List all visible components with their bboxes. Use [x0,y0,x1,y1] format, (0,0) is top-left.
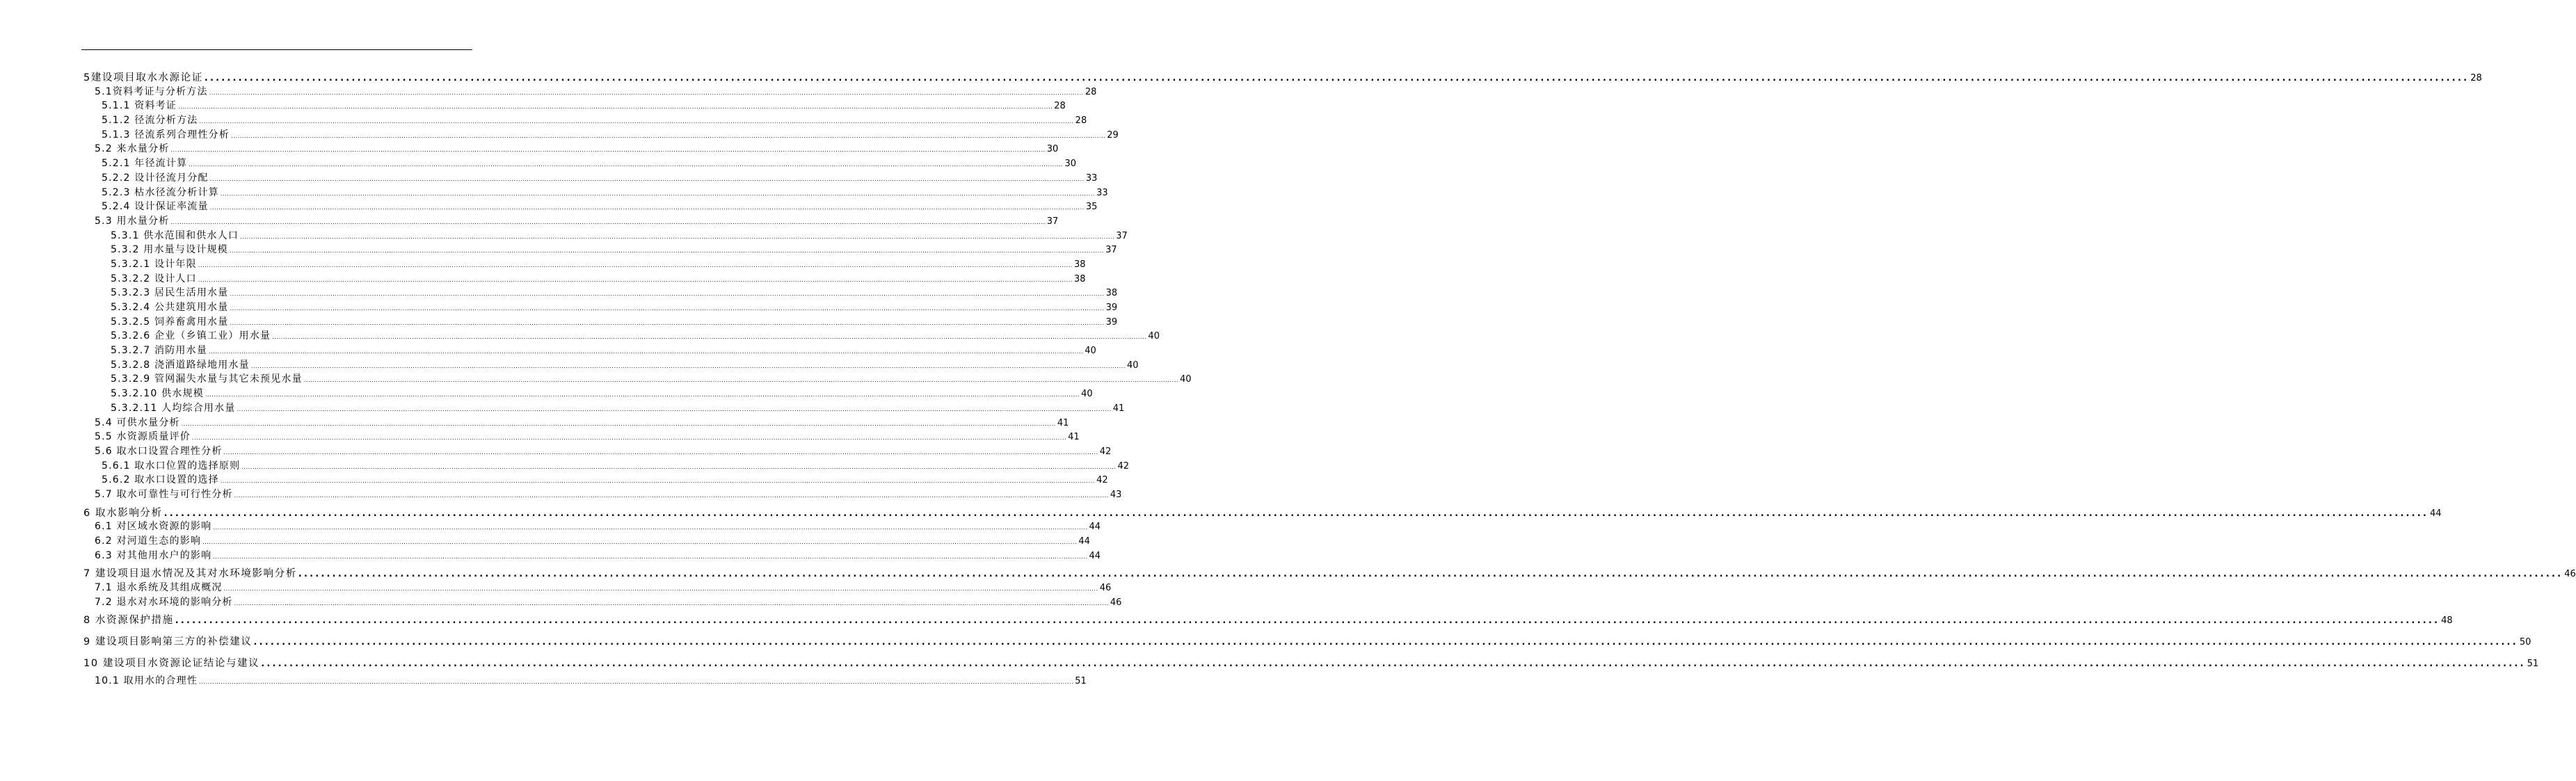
toc-entry[interactable] [81,612,2453,627]
toc-entry-title: 5.3.2.7 消防用水量 [111,345,208,357]
toc-dot-leader: ................................................................................................................................................................................................................................................................................................................................................................................................................ [231,132,1106,139]
toc-entry[interactable] [81,533,1090,548]
toc-dot-leader: ................................................................................................................................................................................................................................................................................................................................................................................................................ [234,492,1109,499]
toc-dot-leader: ................................................................................................................................................................................................................................................................................................................................................................................................................ [230,319,1105,326]
toc-entry-title: 6.3 对其他用水户的影响 [95,549,212,561]
toc-dot-leader: ................................................................................................................................................................................................................................................................................................................................................................................................................ [230,291,1105,298]
toc-entry[interactable] [81,328,1160,343]
toc-dot-leader: ................................................................................................................................................................................................................................................................................................................................................................................................................ [209,89,1084,96]
toc-entry-page: 39 [1105,316,1118,328]
toc-entry-title: 5.2.2 设计径流月分配 [102,172,209,184]
toc-entry[interactable] [81,565,2576,580]
toc-entry-page: 30 [1064,159,1077,170]
toc-dot-leader: ................................................................................................................................................................................................................................................................................................................................................................................................................ [213,553,1088,560]
toc-entry-title: 5.4 可供水量分析 [95,417,180,428]
toc-entry-title: 5.2.4 设计保证率流量 [102,201,209,213]
toc-entry-page: 51 [2527,658,2539,669]
toc-entry-title: 9 建设项目影响第三方的补偿建议 [83,636,253,648]
toc-entry[interactable] [81,242,1117,257]
toc-entry-title: 8 水资源保护措施 [83,615,174,627]
toc-entry-page: 48 [2441,615,2453,627]
toc-entry-title: 5.3.2.10 供水规模 [111,388,204,400]
toc-entry-title: 5.3.2.9 管网漏失水量与其它未预见水量 [111,373,303,385]
toc-dot-leader: ................................................................................................................................................................................................................................................................................................................................................................................................................ [234,599,1109,606]
toc-entry[interactable] [81,429,1080,444]
toc-entry-title: 7 建设项目退水情况及其对水环境影响分析 [83,568,297,580]
toc-entry-page: 41 [1057,417,1069,428]
toc-entry-page: 46 [2564,569,2576,580]
toc-entry-title: 5.2 来水量分析 [95,143,170,155]
toc-entry[interactable] [81,472,1108,487]
toc-dot-leader: ................................................................................................................................................................................................................................................................................................................................................................................................................ [250,362,1126,369]
toc-entry-page: 44 [1089,550,1101,561]
toc-dot-leader: ................................................................................................................................................................................................................................................................................................................................................................................................................ [202,539,1078,545]
toc-entry-page: 40 [1148,331,1160,342]
toc-entry-page: 44 [1078,536,1090,547]
toc-entry-title: 5.3.2 用水量与设计规模 [111,244,228,256]
toc-entry[interactable] [81,458,1130,473]
header-rule [81,49,472,50]
toc-entry-title: 5.3.2.2 设计人口 [111,273,197,284]
toc-entry-page: 37 [1105,245,1117,256]
toc-dot-leader: ................................................................................................................................................................................................................................................................................................................................................................................................................ [181,420,1056,427]
toc-entry-title: 5.6.2 取水口设置的选择 [102,474,219,486]
toc-dot-leader: ................................................................................................................................................................................................................................................................................................................................................................................................................ [198,261,1073,268]
toc-entry-page: 40 [1085,346,1096,357]
toc-entry-page: 40 [1081,389,1093,400]
toc-entry-page: 39 [1105,303,1118,313]
toc-dot-leader: ................................................................................................................................................................................................................................................................................................................................................................................................................ [209,348,1084,355]
toc-entry-title: 10 建设项目水资源论证结论与建议 [83,657,260,669]
toc-entry-page: 38 [1074,273,1086,284]
toc-entry-title: 10.1 取用水的合理性 [95,675,198,686]
toc-entry[interactable] [81,84,1097,99]
toc-dot-leader: ................................................................................................................................................................................................................................................................................................................................................................................................................ [298,569,2563,580]
toc-entry-page: 33 [1096,187,1108,198]
toc-entry-page: 38 [1074,259,1086,270]
toc-entry[interactable] [81,257,1086,271]
toc-entry[interactable] [81,401,1125,415]
toc-dot-leader: ................................................................................................................................................................................................................................................................................................................................................................................................................ [205,392,1080,398]
toc-entry[interactable] [81,343,1096,357]
toc-dot-leader: ................................................................................................................................................................................................................................................................................................................................................................................................................ [253,637,2518,648]
toc-entry[interactable] [81,199,1098,214]
toc-entry[interactable] [81,300,1118,314]
toc-entry-page: 38 [1105,288,1118,299]
toc-entry[interactable] [81,228,1128,243]
toc-entry-page: 42 [1099,446,1112,457]
toc-entry-page: 28 [1054,101,1066,112]
toc-dot-leader: ................................................................................................................................................................................................................................................................................................................................................................................................................ [170,147,1046,154]
toc-entry-title: 5.6.1 取水口位置的选择原则 [102,460,241,472]
toc-entry-title: 5.3.2.1 设计年限 [111,258,197,270]
toc-entry-title: 7.2 退水对水环境的影响分析 [95,596,233,608]
toc-entry-page: 30 [1046,144,1059,155]
toc-entry[interactable] [81,487,1122,501]
toc-dot-leader: ................................................................................................................................................................................................................................................................................................................................................................................................................ [209,204,1085,211]
toc-dot-leader: ................................................................................................................................................................................................................................................................................................................................................................................................................ [223,586,1098,593]
toc-entry-title: 5.7 取水可靠性与可行性分析 [95,488,233,500]
toc-entry-title: 5.3.2.3 居民生活用水量 [111,287,229,299]
toc-entry[interactable] [81,214,1059,228]
toc-dot-leader: ................................................................................................................................................................................................................................................................................................................................................................................................................ [163,508,2429,519]
toc-dot-leader: ................................................................................................................................................................................................................................................................................................................................................................................................................ [230,305,1105,312]
toc-entry-page: 44 [2430,508,2442,519]
toc-entry-page: 51 [1075,675,1087,686]
toc-entry-page: 40 [1180,374,1192,385]
toc-entry-page: 29 [1107,129,1119,140]
toc-entry-title: 5.3.2.5 饲养畜禽用水量 [111,316,229,328]
toc-entry-title: 5建设项目取水水源论证 [83,72,203,83]
toc-entry[interactable] [81,415,1069,430]
toc-entry-title: 5.3.2.8 浇洒道路绿地用水量 [111,359,250,371]
toc-entry[interactable] [81,185,1108,200]
toc-entry[interactable] [81,314,1118,329]
toc-entry-title: 5.1.1 资料考证 [102,100,177,112]
toc-entry-title: 5.2.3 枯水径流分析计算 [102,186,219,198]
toc-entry-title: 5.3.2.11 人均综合用水量 [111,402,236,414]
toc-entry[interactable] [81,141,1059,156]
toc-dot-leader: ................................................................................................................................................................................................................................................................................................................................................................................................................ [213,524,1088,531]
toc-entry-title: 5.1.2 径流分析方法 [102,115,198,127]
toc-entry[interactable] [81,673,1087,688]
toc-entry[interactable] [81,505,2442,520]
toc-entry[interactable] [81,595,1122,609]
toc-dot-leader: ................................................................................................................................................................................................................................................................................................................................................................................................................ [175,615,2440,627]
toc-entry-page: 28 [1075,115,1087,127]
toc-dot-leader: ................................................................................................................................................................................................................................................................................................................................................................................................................ [170,218,1046,225]
toc-entry-page: 42 [1117,460,1130,472]
toc-dot-leader: ................................................................................................................................................................................................................................................................................................................................................................................................................ [240,233,1115,240]
toc-entry-title: 5.1资料考证与分析方法 [95,86,208,97]
toc-entry-title: 6 取水影响分析 [83,507,163,519]
toc-dot-leader: ................................................................................................................................................................................................................................................................................................................................................................................................................ [189,161,1064,168]
toc-entry-page: 46 [1110,597,1122,608]
toc-entry-page: 35 [1085,202,1098,213]
toc-dot-leader: ................................................................................................................................................................................................................................................................................................................................................................................................................ [198,276,1073,283]
toc-entry-title: 5.3 用水量分析 [95,215,170,227]
toc-entry-page: 33 [1085,172,1098,184]
toc-dot-leader: ................................................................................................................................................................................................................................................................................................................................................................................................................ [199,118,1074,125]
toc-entry-title: 5.3.2.4 公共建筑用水量 [111,302,229,313]
toc-dot-leader: ................................................................................................................................................................................................................................................................................................................................................................................................................ [229,248,1105,255]
toc-dot-leader: ................................................................................................................................................................................................................................................................................................................................................................................................................ [237,405,1112,412]
toc-dot-leader: ................................................................................................................................................................................................................................................................................................................................................................................................................ [223,449,1098,456]
toc-entry-title: 6.2 对河道生态的影响 [95,536,202,547]
toc-entry-title: 5.2.1 年径流计算 [102,158,188,170]
toc-entry[interactable] [81,519,1101,533]
toc-entry[interactable] [81,113,1087,127]
toc-entry[interactable] [81,170,1098,185]
toc-dot-leader: ................................................................................................................................................................................................................................................................................................................................................................................................................ [272,334,1147,341]
toc-entry[interactable] [81,386,1093,401]
toc-dot-leader: ................................................................................................................................................................................................................................................................................................................................................................................................................ [209,175,1085,182]
toc-entry-page: 42 [1096,475,1108,486]
toc-entry[interactable] [81,634,2531,648]
toc-entry-page: 37 [1116,230,1128,241]
toc-dot-leader: ................................................................................................................................................................................................................................................................................................................................................................................................................ [220,478,1096,485]
toc-entry-page: 50 [2519,637,2531,648]
toc-entry[interactable] [81,444,1112,458]
table-of-contents [81,70,2576,687]
toc-entry[interactable] [81,371,1192,386]
toc-entry[interactable] [81,655,2539,670]
toc-entry-title: 6.1 对区域水资源的影响 [95,521,212,533]
toc-dot-leader: ................................................................................................................................................................................................................................................................................................................................................................................................................ [199,678,1074,685]
toc-entry[interactable] [81,271,1086,286]
toc-entry-page: 41 [1112,403,1125,414]
toc-entry-page: 37 [1046,216,1059,227]
toc-entry-title: 7.1 退水系统及其组成概况 [95,582,223,594]
toc-entry[interactable] [81,580,1112,595]
toc-dot-leader: ................................................................................................................................................................................................................................................................................................................................................................................................................ [241,463,1117,470]
toc-entry[interactable] [81,98,1066,113]
toc-entry[interactable] [81,127,1119,142]
toc-entry-page: 28 [1085,86,1097,97]
toc-entry-page: 46 [1099,583,1112,594]
toc-entry[interactable] [81,285,1118,300]
toc-entry-page: 40 [1127,360,1139,371]
toc-dot-leader: ................................................................................................................................................................................................................................................................................................................................................................................................................ [204,73,2470,83]
toc-entry-title: 5.5 水资源质量评价 [95,431,191,443]
toc-entry-title: 5.3.1 供水范围和供水人口 [111,230,239,241]
toc-dot-leader: ................................................................................................................................................................................................................................................................................................................................................................................................................ [178,104,1053,111]
toc-entry-title: 5.1.3 径流系列合理性分析 [102,129,230,140]
toc-entry[interactable] [81,156,1077,170]
toc-entry[interactable] [81,357,1139,372]
toc-entry-page: 28 [2470,73,2482,83]
toc-dot-leader: ................................................................................................................................................................................................................................................................................................................................................................................................................ [191,435,1067,442]
toc-entry-title: 5.6 取水口设置合理性分析 [95,445,223,457]
toc-dot-leader: ................................................................................................................................................................................................................................................................................................................................................................................................................ [261,658,2526,669]
toc-entry-page: 41 [1068,432,1080,443]
toc-dot-leader: ................................................................................................................................................................................................................................................................................................................................................................................................................ [220,190,1096,197]
toc-entry[interactable] [81,70,2482,84]
toc-entry[interactable] [81,548,1101,563]
toc-entry-page: 43 [1110,489,1122,500]
toc-dot-leader: ................................................................................................................................................................................................................................................................................................................................................................................................................ [303,377,1179,384]
toc-entry-page: 44 [1089,522,1101,533]
toc-entry-title: 5.3.2.6 企业（乡镇工业）用水量 [111,330,271,342]
